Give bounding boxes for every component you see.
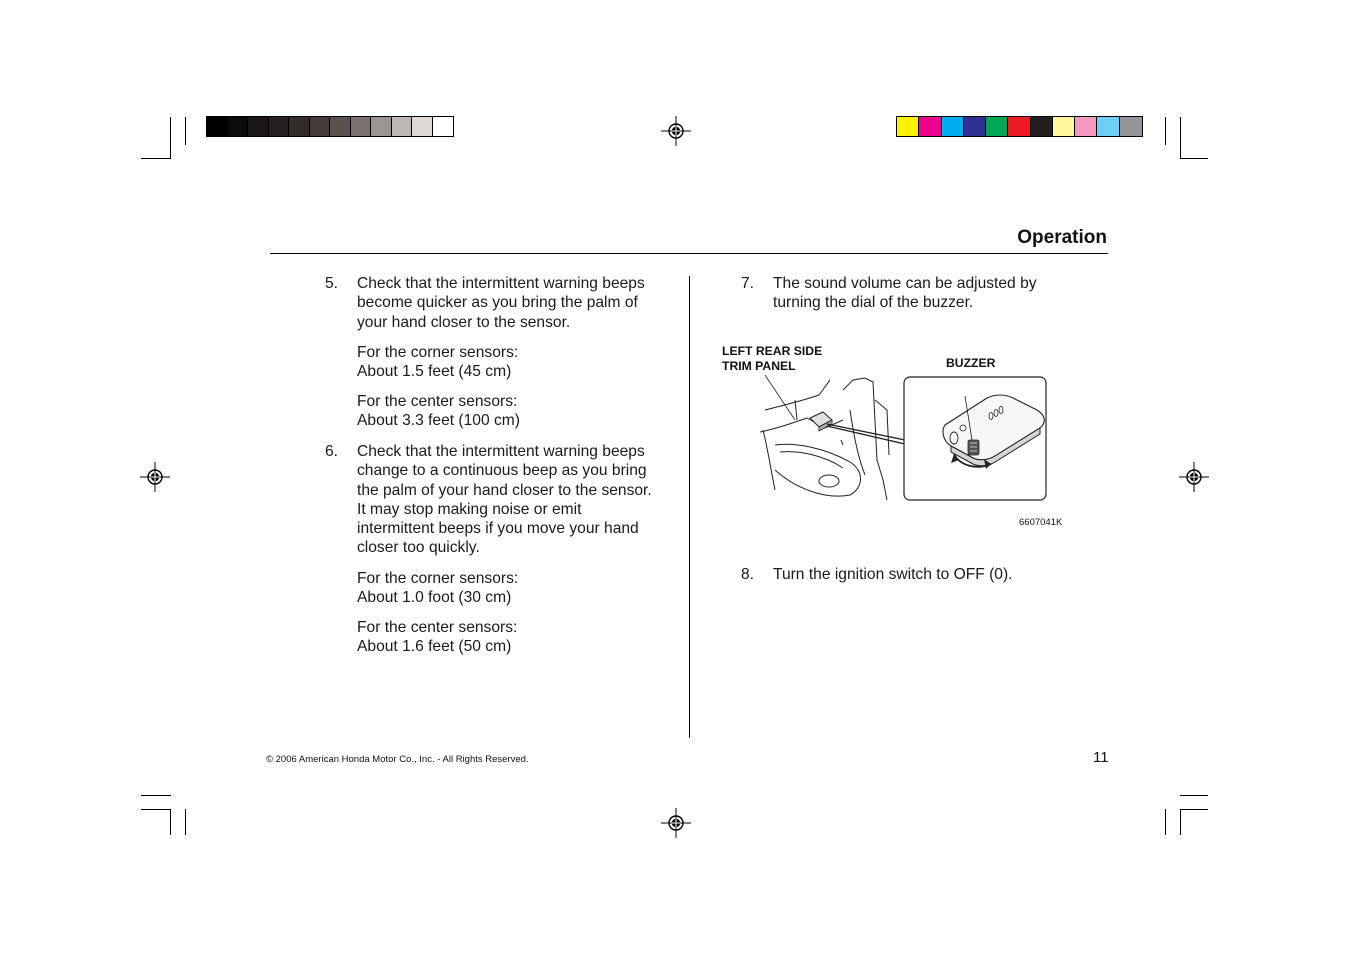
grayscale-swatch [433, 117, 454, 136]
color-swatch [1008, 117, 1030, 136]
color-swatch [1031, 117, 1053, 136]
page-number: 11 [1093, 749, 1109, 766]
step-8 [741, 565, 1081, 585]
grayscale-swatch [330, 117, 351, 136]
step-5 [325, 274, 685, 334]
copyright-notice: © 2006 American Honda Motor Co., Inc. - All Rights Reserved. [266, 754, 529, 765]
step-number: 7. [741, 275, 755, 292]
header-rule [270, 253, 1108, 254]
buzzer-installation-illustration [755, 370, 1055, 505]
step-number: 5. [325, 275, 339, 292]
step-text: Check that the intermittent warning beeps change to a continuous beep as you bring the palm of your hand closer to the sensor. It may stop making noise or emit intermittent beeps if you move your hand closer too quickly. [357, 443, 652, 557]
step-text: Turn the ignition switch to OFF (0). [773, 566, 1013, 583]
grayscale-swatch [228, 117, 249, 136]
color-swatch [1075, 117, 1097, 136]
buzzer-label: BUZZER [946, 356, 996, 370]
center-sensor-distance: For the center sensors: About 3.3 feet (100 cm) [357, 393, 520, 430]
grayscale-swatch [248, 117, 269, 136]
step-number: 6. [325, 443, 339, 460]
color-swatch [942, 117, 964, 136]
step-number: 8. [741, 566, 755, 583]
color-swatch [964, 117, 986, 136]
section-title: Operation [1017, 227, 1107, 248]
step-text: Check that the intermittent warning beeps become quicker as you bring the palm of your hand closer to the sensor. [357, 275, 645, 331]
grayscale-color-bar [206, 116, 454, 137]
corner-sensor-distance: For the corner sensors: About 1.0 foot (30 cm) [357, 570, 519, 607]
step-text: The sound volume can be adjusted by turning the dial of the buzzer. [773, 275, 1037, 312]
registration-mark-right [1179, 462, 1209, 492]
grayscale-swatch [351, 117, 372, 136]
color-swatch [986, 117, 1008, 136]
center-sensor-distance: For the center sensors: About 1.6 feet (50 cm) [357, 619, 518, 656]
registration-mark-bottom [661, 808, 691, 838]
process-color-bar [896, 116, 1143, 137]
color-swatch [1053, 117, 1075, 136]
color-swatch [1097, 117, 1119, 136]
grayscale-swatch [269, 117, 290, 136]
color-swatch [919, 117, 941, 136]
registration-mark-left [140, 462, 170, 492]
grayscale-swatch [207, 117, 228, 136]
color-swatch [897, 117, 919, 136]
figure-code: 6607041K [1019, 517, 1063, 528]
step-7 [741, 274, 1081, 314]
panel-label: LEFT REAR SIDE TRIM PANEL [722, 344, 823, 373]
column-divider [689, 276, 690, 738]
grayscale-swatch [310, 117, 331, 136]
corner-sensor-distance: For the corner sensors: About 1.5 feet (45 cm) [357, 344, 519, 381]
color-swatch [1120, 117, 1142, 136]
grayscale-swatch [412, 117, 433, 136]
grayscale-swatch [392, 117, 413, 136]
registration-mark-top [661, 116, 691, 146]
step-6 [325, 442, 685, 560]
grayscale-swatch [289, 117, 310, 136]
grayscale-swatch [371, 117, 392, 136]
